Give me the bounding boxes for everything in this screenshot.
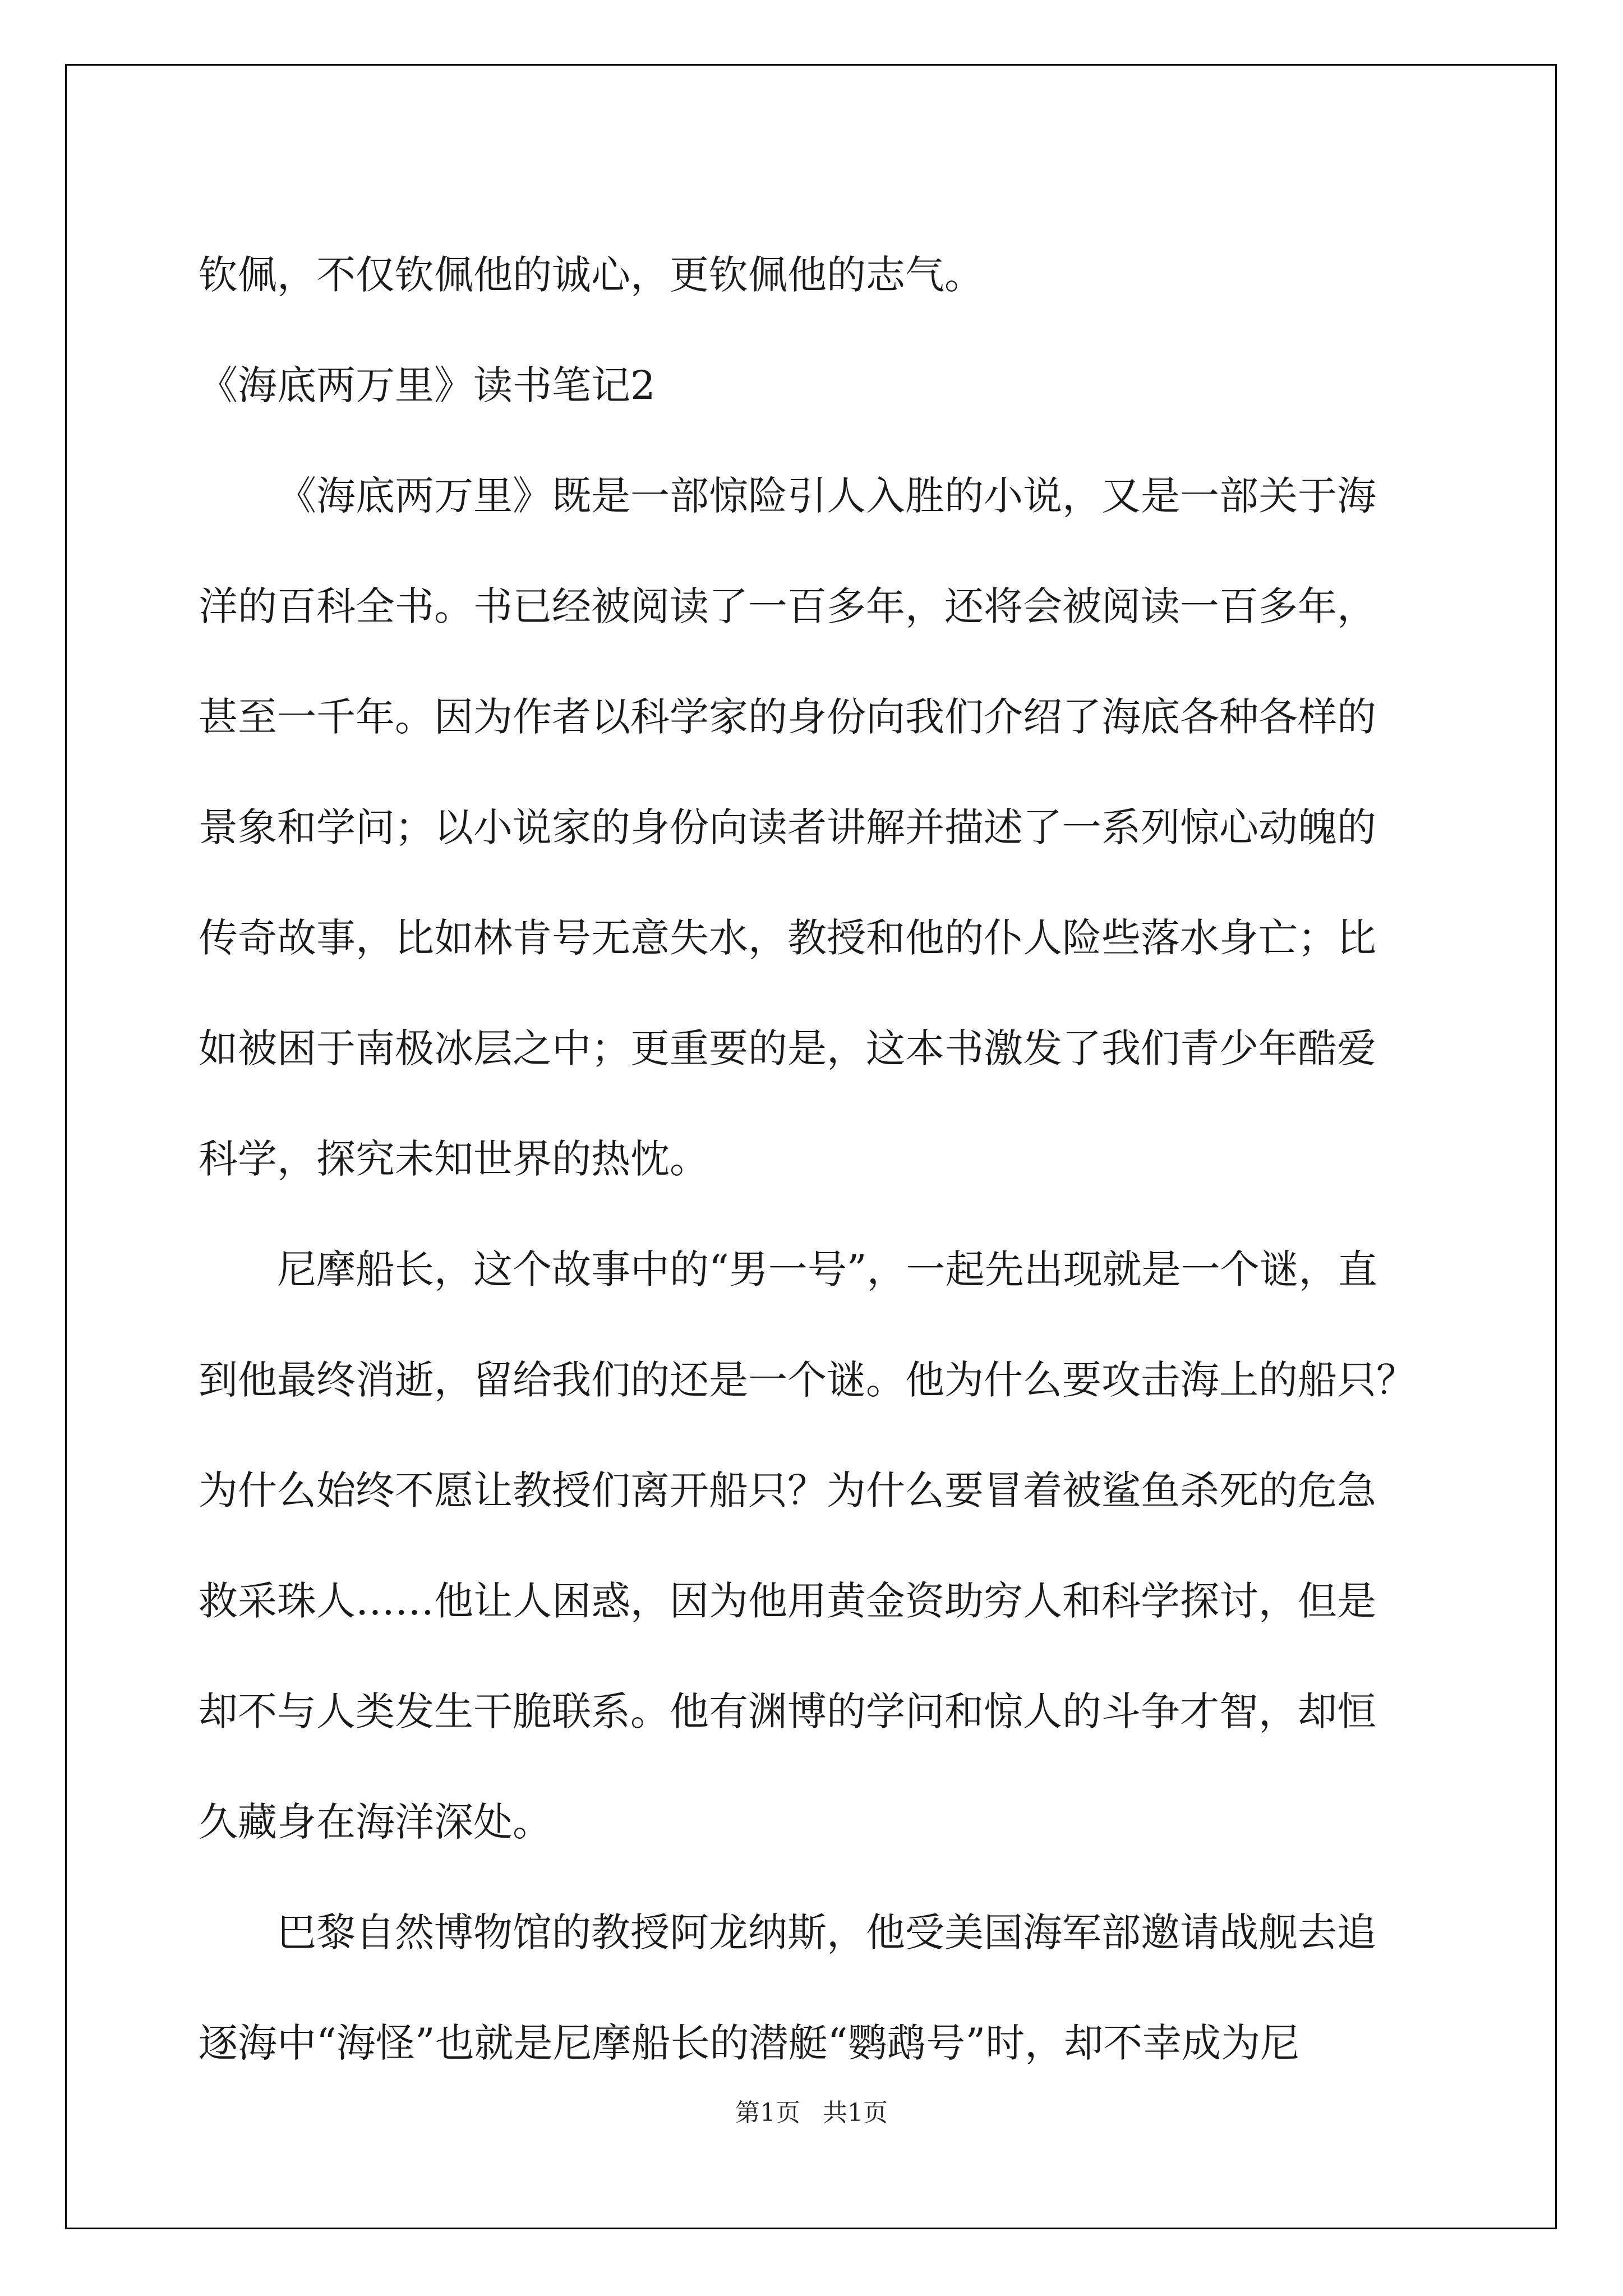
text-line: 传奇故事，比如林肯号无意失水，教授和他的仆人险些落水身亡；比	[199, 915, 1376, 961]
text-line: 洋的百科全书。书已经被阅读了一百多年，还将会被阅读一百多年，	[199, 583, 1376, 629]
text-line: 到他最终消逝，留给我们的还是一个谜。他为什么要攻击海上的船只？	[199, 1357, 1415, 1403]
text-line: 景象和学问；以小说家的身份向读者讲解并描述了一系列惊心动魄的	[199, 804, 1376, 850]
page-number: 第1页	[735, 2099, 800, 2127]
text-line: 《海底两万里》既是一部惊险引人入胜的小说，又是一部关于海	[277, 473, 1376, 519]
text-line: 久藏身在海洋深处。	[199, 1799, 552, 1845]
page-footer	[0, 2092, 1623, 2128]
text-line: 巴黎自然博物馆的教授阿龙纳斯，他受美国海军部邀请战舰去追	[277, 1910, 1376, 1955]
text-line: 逐海中“海怪”也就是尼摩船长的潜艇“鹦鹉号”时，却不幸成为尼	[199, 2020, 1300, 2066]
document-body	[199, 220, 1427, 2099]
text-line: 救采珠人……他让人困惑，因为他用黄金资助穷人和科学探讨，但是	[199, 1578, 1376, 1624]
text-line: 为什么始终不愿让教授们离开船只？为什么要冒着被鲨鱼杀死的危急	[199, 1467, 1376, 1513]
text-line: 钦佩，不仅钦佩他的诚心，更钦佩他的志气。	[199, 252, 984, 298]
text-line: 如被困于南极冰层之中；更重要的是，这本书激发了我们青少年酷爱	[199, 1025, 1376, 1071]
text-line: 甚至一千年。因为作者以科学家的身份向我们介绍了海底各种各样的	[199, 694, 1376, 740]
section-heading: 《海底两万里》读书笔记2	[199, 362, 656, 408]
text-line: 尼摩船长，这个故事中的“男一号”，一起先出现就是一个谜，直	[277, 1246, 1377, 1292]
text-line: 却不与人类发生干脆联系。他有渊博的学问和惊人的斗争才智，却恒	[199, 1688, 1376, 1734]
page-total: 共1页	[823, 2099, 888, 2127]
text-line: 科学，探究未知世界的热忱。	[199, 1136, 709, 1182]
